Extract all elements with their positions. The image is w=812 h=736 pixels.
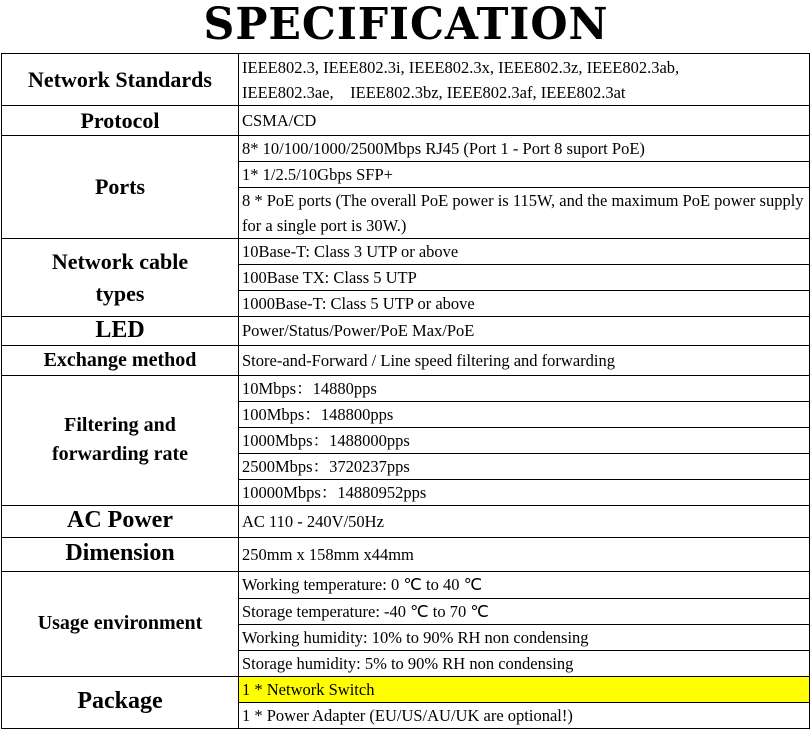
network-standards-line-2: IEEE802.3ae, IEEE802.3bz, IEEE802.3af, IEEE802.3at bbox=[242, 82, 626, 102]
usage-environment-label: Usage environment bbox=[2, 571, 239, 676]
network-standards-value bbox=[239, 54, 810, 106]
cable-types-label bbox=[2, 239, 239, 317]
protocol-value: CSMA/CD bbox=[239, 106, 810, 136]
ports-value-2: 1* 1/2.5/10Gbps SFP+ bbox=[239, 162, 810, 188]
table-row bbox=[2, 317, 810, 346]
usage-value-3: Working humidity: 10% to 90% RH non condensing bbox=[239, 624, 810, 650]
ac-power-value: AC 110 - 240V/50Hz bbox=[239, 505, 810, 537]
cable-type-value-2: 100Base TX: Class 5 UTP bbox=[239, 265, 810, 291]
ports-value-1: 8* 10/100/1000/2500Mbps RJ45 (Port 1 - Port 8 suport PoE) bbox=[239, 136, 810, 162]
package-label: Package bbox=[2, 676, 239, 728]
package-value-2: 1 * Power Adapter (EU/US/AU/UK are optional!) bbox=[239, 702, 810, 728]
table-row bbox=[2, 239, 810, 265]
exchange-method-label: Exchange method bbox=[2, 345, 239, 375]
filtering-label bbox=[2, 375, 239, 505]
filtering-value-5: 10000Mbps：14880952pps bbox=[239, 479, 810, 505]
led-label: LED bbox=[2, 317, 239, 346]
ports-label: Ports bbox=[2, 136, 239, 239]
cable-types-label-line-2: types bbox=[95, 280, 145, 306]
filtering-value-2: 100Mbps：148800pps bbox=[239, 401, 810, 427]
table-row bbox=[2, 676, 810, 702]
table-row bbox=[2, 537, 810, 571]
ports-value-3: 8 * PoE ports (The overall PoE power is 115W, and the maximum PoE power supply for a single port is 30W.) bbox=[239, 188, 810, 239]
table-row bbox=[2, 54, 810, 106]
filtering-value-3: 1000Mbps：1488000pps bbox=[239, 427, 810, 453]
dimension-value: 250mm x 158mm x44mm bbox=[239, 537, 810, 571]
dimension-label: Dimension bbox=[2, 537, 239, 571]
led-value: Power/Status/Power/PoE Max/PoE bbox=[239, 317, 810, 346]
exchange-method-value: Store-and-Forward / Line speed filtering and forwarding bbox=[239, 345, 810, 375]
package-value-1: 1 * Network Switch bbox=[239, 676, 810, 702]
protocol-label: Protocol bbox=[2, 106, 239, 136]
filtering-label-line-1: Filtering and bbox=[64, 414, 176, 437]
table-row bbox=[2, 106, 810, 136]
cable-type-value-1: 10Base-T: Class 3 UTP or above bbox=[239, 239, 810, 265]
network-standards-line-1: IEEE802.3, IEEE802.3i, IEEE802.3x, IEEE802.3z, IEEE802.3ab, bbox=[242, 57, 680, 77]
cable-type-value-3: 1000Base-T: Class 5 UTP or above bbox=[239, 291, 810, 317]
filtering-label-line-2: forwarding rate bbox=[51, 443, 189, 466]
filtering-value-4: 2500Mbps：3720237pps bbox=[239, 453, 810, 479]
table-row bbox=[2, 136, 810, 162]
usage-value-2: Storage temperature: -40 ℃ to 70 ℃ bbox=[239, 598, 810, 624]
filtering-value-1: 10Mbps：14880pps bbox=[239, 375, 810, 401]
ac-power-label: AC Power bbox=[2, 505, 239, 537]
usage-value-4: Storage humidity: 5% to 90% RH non condensing bbox=[239, 650, 810, 676]
table-row bbox=[2, 375, 810, 401]
table-row bbox=[2, 505, 810, 537]
usage-value-1: Working temperature: 0 ℃ to 40 ℃ bbox=[239, 571, 810, 598]
table-row bbox=[2, 345, 810, 375]
cable-types-label-line-1: Network cable bbox=[51, 249, 189, 275]
network-standards-label: Network Standards bbox=[2, 54, 239, 106]
table-row bbox=[2, 571, 810, 598]
specification-table bbox=[1, 53, 810, 729]
page-title: SPECIFICATION bbox=[203, 0, 609, 50]
